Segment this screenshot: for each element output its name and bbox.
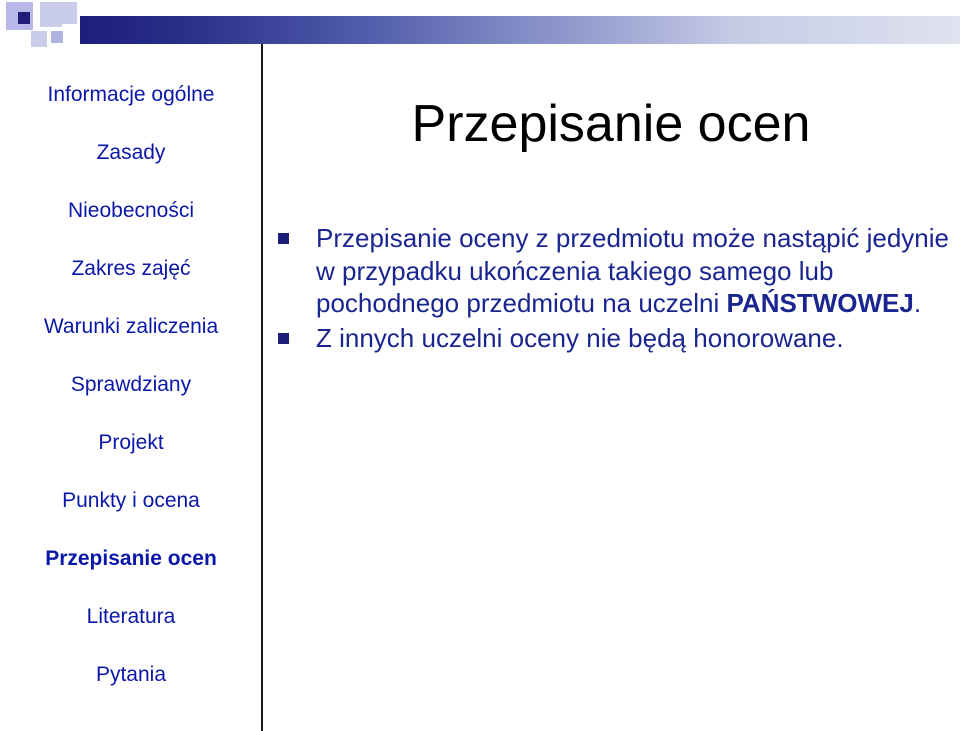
bullet-emphasis: PAŃSTWOWEJ [726, 288, 914, 318]
header-gradient-bar [80, 16, 960, 44]
nav-item-sprawdziany[interactable]: Sprawdziany [70, 373, 192, 396]
square-bullet-icon [278, 333, 289, 344]
nav-item-przepisanie-ocen[interactable]: Przepisanie ocen [45, 547, 217, 570]
decorative-square [18, 12, 30, 24]
nav-item-pytania[interactable]: Pytania [95, 663, 167, 686]
nav-item-zasady[interactable]: Zasady [96, 141, 166, 164]
nav-item-nieobecnosci[interactable]: Nieobecności [67, 199, 195, 222]
nav-item-projekt[interactable]: Projekt [98, 431, 164, 454]
nav-item-punkty-i-ocena[interactable]: Punkty i ocena [62, 489, 200, 512]
bullet-item [276, 222, 960, 320]
sidebar-nav [0, 66, 262, 706]
slide-title: Przepisanie ocen [411, 95, 811, 153]
bullet-text: Z innych uczelni oceny nie będą honorowane. [316, 322, 844, 353]
nav-item-literatura[interactable]: Literatura [86, 605, 176, 628]
bullet-item [276, 322, 960, 355]
nav-item-informacje-ogolne[interactable]: Informacje ogólne [47, 83, 215, 106]
bullet-text: Przepisanie oceny z przedmiotu może nastąpić jedynie w przypadku ukończenia takiego samego lub pochodnego przedmiotu na uczelni [316, 223, 950, 318]
bullet-suffix: . [913, 288, 922, 318]
decorative-square [31, 31, 47, 47]
decorative-square [51, 31, 63, 43]
nav-item-zakres-zajec[interactable]: Zakres zajęć [71, 257, 191, 280]
bullet-list [276, 222, 960, 356]
nav-item-warunki-zaliczenia[interactable]: Warunki zaliczenia [43, 315, 219, 338]
square-bullet-icon [278, 233, 289, 244]
decorative-square [55, 2, 77, 24]
